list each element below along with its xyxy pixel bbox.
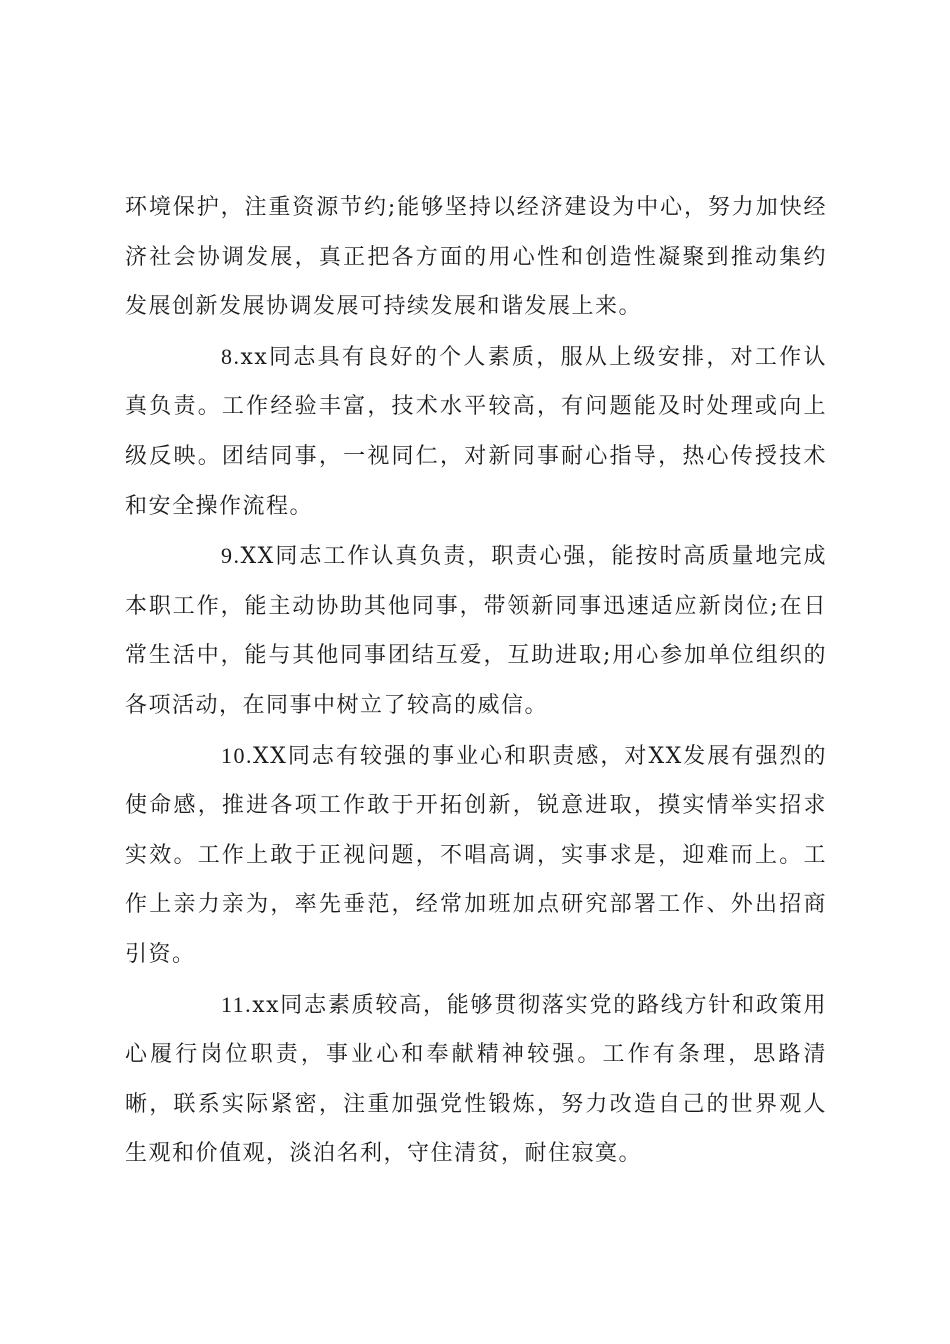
paragraph-item-8 xyxy=(125,332,827,531)
paragraph-item-11 xyxy=(125,980,827,1179)
paragraph-item-10 xyxy=(125,731,827,980)
item-number: 8. xyxy=(221,343,241,369)
document-body xyxy=(125,183,827,1179)
paragraph-text: XX同志有较强的事业心和职责感，对XX发展有强烈的使命感，推进各项工作敢于开拓创新，锐意进取，摸实情举实招求实效。工作上敢于正视问题，不唱高调，实事求是，迎难而上。工作上亲力亲为，率先垂范，经常加班加点研究部署工作、外出招商引资。 xyxy=(125,743,827,967)
item-number: 10. xyxy=(221,742,253,768)
paragraph-continuation xyxy=(125,183,827,332)
item-number: 9. xyxy=(221,543,241,569)
paragraph-text: xx同志素质较高，能够贯彻落实党的路线方针和政策用心履行岗位职责，事业心和奉献精神较强。工作有条理，思路清晰，联系实际紧密，注重加强党性锻炼，努力改造自己的世界观人生观和价值观，淡泊名利，守住清贫，耐住寂寞。 xyxy=(125,992,827,1167)
paragraph-text: XX同志工作认真负责，职责心强，能按时高质量地完成本职工作，能主动协助其他同事，带领新同事迅速适应新岗位;在日常生活中，能与其他同事团结互爱，互助进取;用心参加单位组织的各项活动，在同事中树立了较高的威信。 xyxy=(125,544,827,718)
item-number: 11. xyxy=(221,991,253,1017)
paragraph-item-9 xyxy=(125,531,827,730)
paragraph-text: xx同志具有良好的个人素质，服从上级安排，对工作认真负责。工作经验丰富，技术水平较高，有问题能及时处理或向上级反映。团结同事，一视同仁，对新同事耐心指导，热心传授技术和安全操作流程。 xyxy=(125,344,827,519)
paragraph-text: 环境保护，注重资源节约;能够坚持以经济建设为中心，努力加快经济社会协调发展，真正把各方面的用心性和创造性凝聚到推动集约发展创新发展协调发展可持续发展和谐发展上来。 xyxy=(125,195,827,320)
